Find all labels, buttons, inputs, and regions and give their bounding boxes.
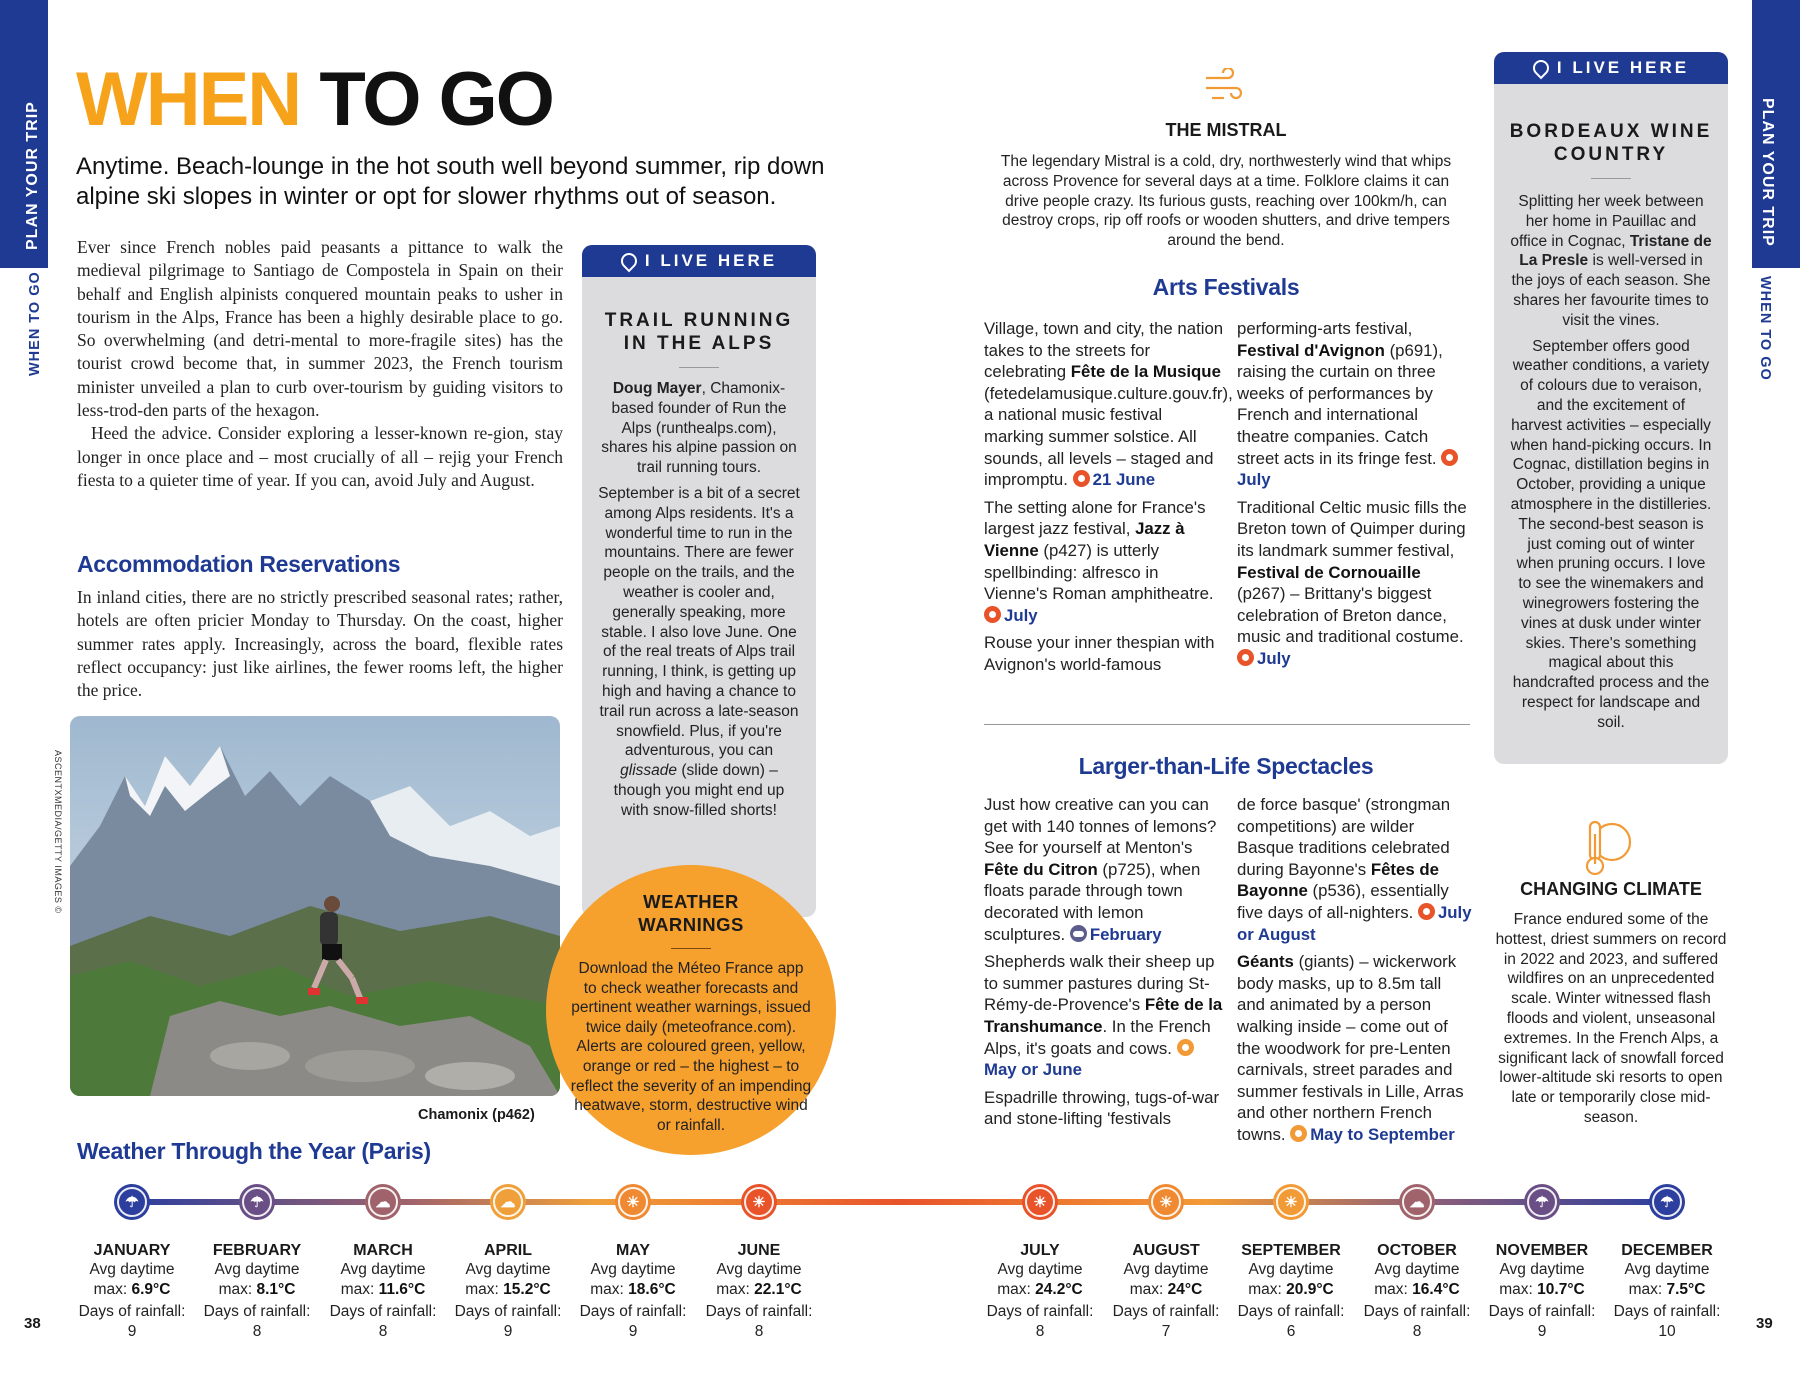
spectacles-column-2 <box>1237 794 1473 1152</box>
rain-cloud-icon: ☂ <box>114 1184 150 1220</box>
date-july: July <box>1004 605 1038 625</box>
max-temp: max: 24.2°C <box>997 1281 1083 1298</box>
max-temp: max: 8.1°C <box>218 1281 296 1298</box>
trail-intro: , Chamonix-based founder of Run the Alps (runthealps.com), shares his alpine passion on trail running tours. <box>601 380 797 477</box>
sun-cloud-icon: ☁ <box>490 1184 526 1220</box>
rain-days: 10 <box>1658 1323 1676 1340</box>
title-divider <box>1591 178 1631 179</box>
mistral-title: THE MISTRAL <box>1165 120 1287 140</box>
max-temp: max: 15.2°C <box>465 1281 551 1298</box>
page-number-left: 38 <box>24 1315 41 1332</box>
accommodation-text: In inland cities, there are no strictly prescribed seasonal rates; rather, hotels are often pricier Monday to Thursday. On the coast, higher summer rates apply. Increasingly, across the board, flexible rates reflect occupancy: just like airlines, the fewer rooms left, the higher the price. <box>77 587 563 701</box>
trail-body-em: glissade <box>620 762 678 780</box>
spectacles-paragraph-4: de force basque' (strongman competitions) are wilder Basque traditions celebrated during Bayonne's Fêtes de Bayonne (p536), essentially five days of all-nighters. July or August <box>1237 795 1472 944</box>
sun-icon <box>1177 1039 1194 1056</box>
month-march <box>324 1184 442 1342</box>
rain-label: Days of rainfall: <box>1237 1303 1345 1320</box>
weather-year-heading: Weather Through the Year (Paris) <box>77 1138 431 1164</box>
month-august <box>1107 1184 1225 1342</box>
photo-credit: ASCENTXMEDIA/GETTY IMAGES © <box>53 750 63 914</box>
title-word-when: WHEN <box>76 57 301 142</box>
photo-caption: Chamonix (p462) <box>418 1107 535 1123</box>
rain-cloud-icon: ☂ <box>1649 1184 1685 1220</box>
trail-running-body <box>598 379 800 821</box>
rain-cloud-icon: ☂ <box>1524 1184 1560 1220</box>
rain-days: 8 <box>1035 1323 1045 1340</box>
rain-days: 8 <box>1412 1323 1422 1340</box>
spectacles-paragraph-2: Shepherds walk their sheep up to summer pastures during St-Rémy-de-Provence's Fête de la Transhumance. In the French Alps, it's goats and cows. May or June <box>984 952 1223 1080</box>
max-temp: max: 11.6°C <box>340 1281 426 1298</box>
live-here-label: I LIVE HERE <box>1556 58 1690 77</box>
mistral-text: The legendary Mistral is a cold, dry, northwesterly wind that whips across Provence for several days at a time. Folklore claims it can drive people crazy. Its furious gusts, reaching over 100km/h, can destroy crops, rip off roofs or wooden shutters, and drive tempers around the bend. <box>1000 153 1452 250</box>
avg-label: Avg daytime <box>590 1261 676 1278</box>
bordeaux-intro-a: Splitting her week between her home in Pauillac and office in Cognac, <box>1510 193 1704 250</box>
month-name: DECEMBER <box>1621 1242 1713 1259</box>
bordeaux-title-line-1: BORDEAUX WINE <box>1509 121 1713 142</box>
bordeaux-title <box>1494 120 1728 166</box>
avg-label: Avg daytime <box>1123 1261 1209 1278</box>
date-july: July <box>1257 648 1291 668</box>
sun-icon: ☀ <box>1148 1184 1184 1220</box>
avg-label: Avg daytime <box>716 1261 802 1278</box>
rain-days: 9 <box>503 1323 513 1340</box>
max-temp: max: 10.7°C <box>1499 1281 1585 1298</box>
month-may <box>574 1184 692 1342</box>
title-divider <box>679 367 719 368</box>
rain-label: Days of rainfall: <box>1488 1303 1596 1320</box>
left-section-label: PLAN YOUR TRIP <box>24 101 41 250</box>
month-name: MAY <box>615 1242 651 1259</box>
sun-icon <box>1290 1125 1307 1142</box>
avg-label: Avg daytime <box>1499 1261 1585 1278</box>
month-name: NOVEMBER <box>1495 1242 1589 1259</box>
max-temp: max: 22.1°C <box>716 1281 802 1298</box>
avg-label: Avg daytime <box>1248 1261 1334 1278</box>
pin-star-icon <box>1530 57 1553 80</box>
lede: Anytime. Beach-lounge in the hot south well beyond summer, rip down alpine ski slopes in winter or opt for slower rhythms out of season. <box>76 153 825 210</box>
sun-icon <box>1237 649 1254 666</box>
date-july-or-august: July or August <box>1237 902 1472 944</box>
weather-warnings-circle <box>546 865 836 1155</box>
avg-label: Avg daytime <box>340 1261 426 1278</box>
rain-days: 8 <box>754 1323 764 1340</box>
month-april <box>449 1184 567 1342</box>
rain-label: Days of rainfall: <box>1613 1303 1721 1320</box>
warnings-title-line-2: WARNINGS <box>638 914 744 935</box>
weather-warnings-title <box>546 890 836 936</box>
warnings-divider <box>671 948 711 949</box>
bordeaux-person-name: Tristane de La Presle <box>1519 232 1712 270</box>
avg-label: Avg daytime <box>1374 1261 1460 1278</box>
max-temp: max: 20.9°C <box>1248 1281 1334 1298</box>
intro-paragraph-2: Heed the advice. Consider exploring a lesser-known re-gion, stay longer in once place and – most crucially of all – rejig your French fiesta to a quieter time of year. If you can, avoid July and August. <box>77 423 563 490</box>
month-november <box>1483 1184 1601 1342</box>
avg-label: Avg daytime <box>1624 1261 1710 1278</box>
trail-title-line-2: IN THE ALPS <box>623 333 775 354</box>
arts-paragraph-4: performing-arts festival, Festival d'Avignon (p691), raising the curtain on three weeks of performances by French and international theatre companies. Catch street acts in its fringe fest. July <box>1237 318 1473 491</box>
date-may-to-september: May to September <box>1310 1124 1455 1144</box>
rain-days: 9 <box>1537 1323 1547 1340</box>
month-february <box>198 1184 316 1342</box>
avg-label: Avg daytime <box>214 1261 300 1278</box>
date-may-or-june: May or June <box>984 1060 1082 1080</box>
live-here-header <box>1494 52 1728 84</box>
spectacles-heading: Larger-than-Life Spectacles <box>1078 753 1374 779</box>
rain-cloud-icon: ☂ <box>239 1184 275 1220</box>
arts-paragraph-2: The setting alone for France's largest jazz festival, Jazz à Vienne (p427) is utterly spellbinding: alfresco in Vienne's Roman amphitheatre. July <box>984 497 1214 625</box>
intro-text <box>77 236 563 492</box>
month-name: JANUARY <box>93 1242 171 1259</box>
rain-days: 9 <box>127 1323 137 1340</box>
left-chapter-label: WHEN TO GO <box>27 271 43 376</box>
arts-column-2 <box>1237 318 1473 676</box>
live-here-label: I LIVE HERE <box>644 251 778 270</box>
month-name: JULY <box>1020 1242 1060 1259</box>
date-21-june: 21 June <box>1092 470 1156 490</box>
spectacles-paragraph-1: Just how creative can you can get with 140 tonnes of lemons? See for yourself at Menton's Fête du Citron (p725), when floats parade through town decorated with lemon sculptures. February <box>984 795 1217 944</box>
arts-column-1 <box>984 318 1233 682</box>
bordeaux-body <box>1510 192 1712 733</box>
avg-label: Avg daytime <box>997 1261 1083 1278</box>
max-temp: max: 24°C <box>1129 1281 1203 1298</box>
intro-paragraph-1: Ever since French nobles paid peasants a pittance to walk the medieval pilgrimage to Santiago de Compostela in Spain on their behalf and English alpinists conquered mountain peaks to usher in tourism in the Alps, France has been a highly desirable place to go. So overwhelming (and detri-mental to more-fragile sites) has the tourist crowd become that, in summer 2023, the French tourism minister unveiled a plan to curb over-tourism by guiding visitors to less-trod-den parts of the hexagon. <box>77 237 563 421</box>
month-name: MARCH <box>353 1242 413 1259</box>
trail-person-name: Doug Mayer <box>612 380 702 397</box>
sun-icon <box>1441 449 1458 466</box>
live-here-header <box>582 245 816 277</box>
date-february: February <box>1089 924 1162 944</box>
sun-icon: ☀ <box>1022 1184 1058 1220</box>
sun-cloud-icon: ☁ <box>365 1184 401 1220</box>
date-july: July <box>1237 470 1271 490</box>
rain-label: Days of rainfall: <box>705 1303 813 1320</box>
month-june <box>700 1184 818 1342</box>
rain-label: Days of rainfall: <box>1112 1303 1220 1320</box>
chamonix-photo <box>70 716 560 1096</box>
wind-icon <box>1202 68 1246 108</box>
sun-icon: ☀ <box>615 1184 651 1220</box>
weather-warnings-text: Download the Méteo France app to check weather forecasts and pertinent weather warnings, issued twice daily (meteofrance.com). Alerts are coloured green, yellow, orange or red – the highest – to reflect the severity of an impending heatwave, storm, destructive wind or rainfall. <box>570 960 812 1134</box>
max-temp: max: 18.6°C <box>590 1281 676 1298</box>
month-name: OCTOBER <box>1377 1242 1457 1259</box>
rain-days: 6 <box>1286 1323 1296 1340</box>
page-number-right: 39 <box>1756 1315 1773 1332</box>
arts-paragraph-1: Village, town and city, the nation takes to the streets for celebrating Fête de la Musique (fetedelamusique.culture.gouv.fr), a national music festival marking summer solstice. All sounds, all levels – staged and impromptu. 21 June <box>984 319 1233 490</box>
mountain-illustration <box>70 716 560 1096</box>
right-section-label: PLAN YOUR TRIP <box>1759 98 1776 247</box>
section-divider <box>984 724 1470 725</box>
rain-days: 8 <box>378 1323 388 1340</box>
month-september <box>1232 1184 1350 1342</box>
sun-icon <box>984 606 1001 623</box>
page-title <box>76 57 553 142</box>
warnings-title-line-1: WEATHER <box>643 891 739 912</box>
thermometer-globe-icon <box>1582 818 1634 878</box>
avg-label: Avg daytime <box>465 1261 551 1278</box>
bordeaux-intro-b: is well-versed in the joys of each season. She shares her favourite times to visit the vines. <box>1511 252 1711 329</box>
bordeaux-box <box>1494 52 1728 764</box>
avg-label: Avg daytime <box>89 1261 175 1278</box>
month-july <box>981 1184 1099 1342</box>
sun-icon: ☀ <box>741 1184 777 1220</box>
rain-days: 9 <box>628 1323 638 1340</box>
spectacles-paragraph-5: Géants (giants) – wickerwork body masks, up to 8.5m tall and animated by a person walking inside – come out of the woodwork for pre-Lenten carnivals, street parades and summer festivals in Lille, Arras and other northern French towns. May to September <box>1237 952 1464 1144</box>
month-october <box>1358 1184 1476 1342</box>
month-name: FEBRUARY <box>212 1242 302 1259</box>
trail-title-line-1: TRAIL RUNNING <box>604 310 794 331</box>
trail-body-b: (slide down) – though you might end up with snow-filled shorts! <box>613 762 785 819</box>
sun-icon <box>1418 903 1435 920</box>
rain-days: 8 <box>252 1323 262 1340</box>
trail-running-box <box>582 245 816 917</box>
sun-cloud-icon: ☁ <box>1399 1184 1435 1220</box>
max-temp: max: 16.4°C <box>1374 1281 1460 1298</box>
rain-label: Days of rainfall: <box>203 1303 311 1320</box>
rain-label: Days of rainfall: <box>986 1303 1094 1320</box>
rain-days: 7 <box>1161 1323 1171 1340</box>
pin-star-icon <box>618 250 641 273</box>
climate-title: CHANGING CLIMATE <box>1520 879 1702 899</box>
rain-label: Days of rainfall: <box>454 1303 562 1320</box>
arts-festivals-heading: Arts Festivals <box>1152 274 1300 300</box>
rain-label: Days of rainfall: <box>1363 1303 1471 1320</box>
month-december <box>1608 1184 1726 1342</box>
month-name: APRIL <box>484 1242 532 1259</box>
bordeaux-title-line-2: COUNTRY <box>1553 144 1669 165</box>
bordeaux-text: September offers good weather conditions, a variety of colours due to veraison, and the excitement of harvest activities – especially when hand-picking occurs. In Cognac, distillation begins in October, providing a unique atmosphere in the distilleries. The second-best season is just coming out of winter when pruning occurs. I love to see the winemakers and winegrowers fostering the vines at dusk under winter skies. There's something magical about this handcrafted process and the respect for landscape and soil. <box>1510 337 1712 731</box>
max-temp: max: 7.5°C <box>1628 1281 1706 1298</box>
spectacles-paragraph-3: Espadrille throwing, tugs-of-war and stone-lifting 'festivals <box>984 1087 1220 1129</box>
month-january <box>73 1184 191 1342</box>
month-name: JUNE <box>737 1242 781 1259</box>
right-chapter-label: WHEN TO GO <box>1757 276 1773 381</box>
spectacles-column-1 <box>984 794 1224 1136</box>
title-word-to-go: TO GO <box>319 57 553 142</box>
month-name: SEPTEMBER <box>1241 1242 1341 1259</box>
sun-icon: ☀ <box>1273 1184 1309 1220</box>
rain-label: Days of rainfall: <box>329 1303 437 1320</box>
cloud-icon <box>1070 925 1087 942</box>
trail-body-a: September is a bit of a secret among Alps residents. It's a wonderful time to run in the mountains. There are fewer people on the trails, and the weather is cooler and, generally speaking, more stable. I also love June. One of the real treats of Alps trail running, I think, is getting up high and having a chance to trail run across a late-season snowfield. Plus, if you're adventurous, you can <box>598 484 800 760</box>
rain-label: Days of rainfall: <box>78 1303 186 1320</box>
climate-text: France endured some of the hottest, driest summers on record in 2022 and 2023, and suffered wildfires on an unprecedented scale. Winter witnessed flash floods and violent, unseasonal extremes. In the French Alps, a significant lack of snowfall forced lower-altitude ski resorts to open late or temporarily close mid-season. <box>1495 911 1727 1126</box>
arts-paragraph-3: Rouse your inner thespian with Avignon's world-famous <box>984 633 1215 674</box>
sun-icon <box>1073 470 1090 487</box>
max-temp: max: 6.9°C <box>93 1281 171 1298</box>
rain-label: Days of rainfall: <box>579 1303 687 1320</box>
trail-running-title <box>582 309 816 355</box>
month-name: AUGUST <box>1132 1242 1200 1259</box>
arts-paragraph-5: Traditional Celtic music fills the Breton town of Quimper during its landmark summer festival, Festival de Cornouaille (p267) – Brittany's biggest celebration of Breton dance, music and traditional costume. July <box>1237 497 1467 668</box>
accommodation-heading: Accommodation Reservations <box>77 551 401 577</box>
